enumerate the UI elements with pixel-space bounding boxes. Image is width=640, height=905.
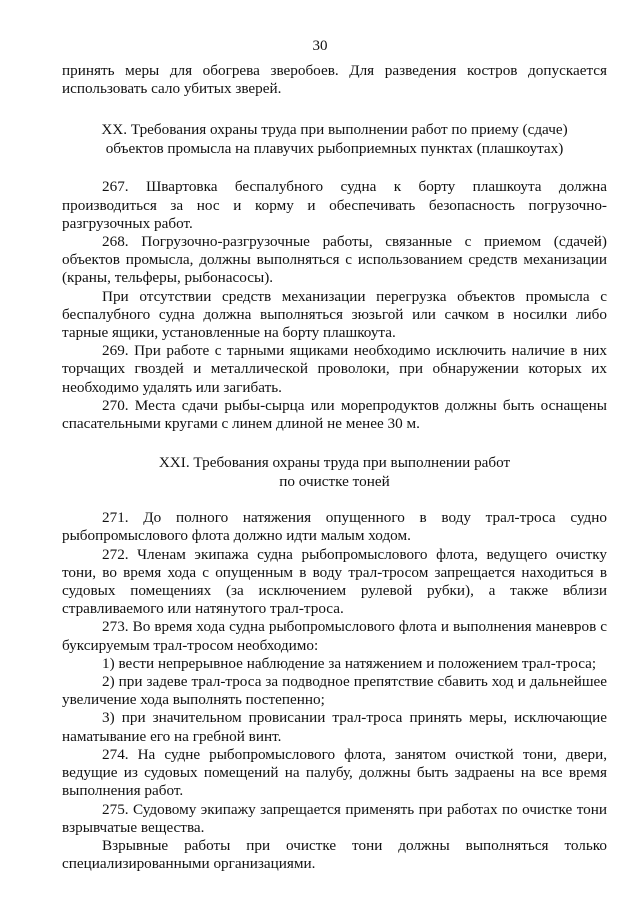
intro-paragraph: принять меры для обогрева зверобоев. Для разведения костров допускается использовать сало убитых зверей. [62, 62, 607, 98]
paragraph-273-item-2: 2) при задеве трал-троса за подводное препятствие сбавить ход и дальнейшее увеличение хода выполнять постепенно; [62, 673, 607, 709]
document-body [62, 62, 607, 873]
paragraph-275: 275. Судовому экипажу запрещается применять при работах по очистке тони взрывчатые вещества. [62, 800, 607, 836]
paragraph-273-item-3: 3) при значительном провисании трал-троса принять меры, исключающие наматывание его на гребной винт. [62, 709, 607, 745]
paragraph-269: 269. При работе с тарными ящиками необходимо исключить наличие в них торчащих гвоздей и металлической проволоки, при обнаружении которых их необходимо удалять или загибать. [62, 342, 607, 396]
paragraph-273: 273. Во время хода судна рыбопромыслового флота и выполнения маневров с буксируемым трал-тросом необходимо: [62, 618, 607, 654]
paragraph-273-item-1: 1) вести непрерывное наблюдение за натяжением и положением трал-троса; [102, 654, 597, 672]
paragraph-268-continued: При отсутствии средств механизации перегрузка объектов промысла с беспалубного судна должна выполняться зюзьгой или сачком в носилки либо тарные ящики, установленные на борту плашкоута. [62, 287, 607, 342]
page-number: 30 [312, 38, 328, 54]
paragraph-267: 267. Швартовка беспалубного судна к борту плашкоута должна производиться за нос и корму и обеспечивать безопасность погрузочно-разгрузочных работ. [62, 178, 607, 232]
paragraph-270: 270. Места сдачи рыбы-сырца или морепродуктов должны быть оснащены спасательными кругами с линем длиной не менее 30 м. [62, 396, 607, 433]
paragraph-272: 272. Членам экипажа судна рыбопромыслового флота, ведущего очистку тони, во время хода с опущенным в воду трал-тросом запрещается находиться в судовых помещениях (за исключением рулевой рубки), а также вблизи стравливаемого или натянутого трал-троса. [62, 545, 607, 618]
paragraph-271: 271. До полного натяжения опущенного в воду трал-троса судно рыбопромыслового флота должно идти малым ходом. [62, 509, 607, 545]
section-20-heading: XX. Требования охраны труда при выполнении работ по приему (сдаче) объектов промысла на плавучих рыбоприемных пунктах (плашкоутах) [101, 121, 568, 158]
paragraph-274: 274. На судне рыбопромыслового флота, занятом очисткой тони, двери, ведущие из судовых помещений на палубу, должны быть задраены на все время выполнения работ. [62, 745, 607, 800]
paragraph-275-continued: Взрывные работы при очистке тони должны выполняться только специализированными организациями. [62, 836, 607, 873]
section-21-heading-line-1: XXI. Требования охраны труда при выполнении работ [158, 454, 511, 472]
section-21-heading-line-2: по очистке тоней [279, 473, 390, 491]
paragraph-268: 268. Погрузочно-разгрузочные работы, связанные с приемом (сдачей) объектов промысла, должны выполняться с использованием средств механизации (краны, тельферы, рыбонасосы). [62, 233, 607, 287]
section-21-heading [62, 453, 607, 491]
